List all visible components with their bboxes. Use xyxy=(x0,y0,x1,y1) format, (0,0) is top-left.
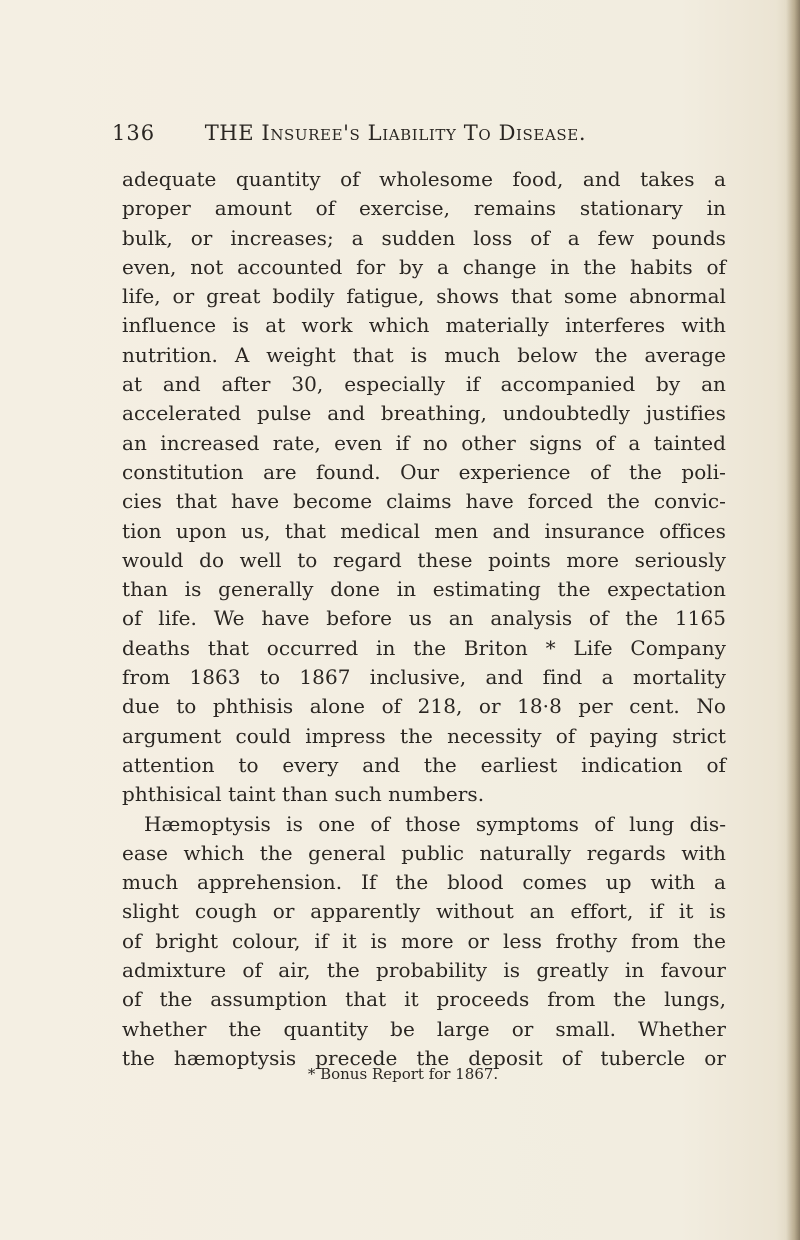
text-line: would do well to regard these points more seriously xyxy=(122,547,726,572)
text-line: bulk, or increases; a sudden loss of a few pounds xyxy=(122,225,726,250)
text-line: tion upon us, that medical men and insurance offices xyxy=(122,518,726,543)
page-number: 136 xyxy=(112,121,156,145)
paragraph-first-line: Hæmoptysis is one of those symptoms of lung dis- xyxy=(144,811,726,836)
text-line: ease which the general public naturally regards with xyxy=(122,840,726,865)
text-line: influence is at work which materially interferes with xyxy=(122,313,726,338)
text-line: whether the quantity be large or small. Whether xyxy=(122,1016,726,1041)
text-line: accelerated pulse and breathing, undoubtedly justifies xyxy=(122,401,726,426)
text-line: deaths that occurred in the Briton * Life Company xyxy=(122,635,726,660)
text-line: the hæmoptysis precede the deposit of tubercle or xyxy=(122,1045,726,1070)
text-line: attention to every and the earliest indication of xyxy=(122,752,726,777)
text-line: much apprehension. If the blood comes up with a xyxy=(122,870,726,895)
text-line: of the assumption that it proceeds from the lungs, xyxy=(122,987,726,1012)
body-text xyxy=(122,165,726,1073)
text-line: even, not accounted for by a change in the habits of xyxy=(122,254,726,279)
text-line: proper amount of exercise, remains stationary in xyxy=(122,196,726,221)
text-line: of life. We have before us an analysis of the 1165 xyxy=(122,606,726,631)
text-line: life, or great bodily fatigue, shows that some abnormal xyxy=(122,284,726,309)
text-line: slight cough or apparently without an effort, if it is xyxy=(122,899,726,924)
text-line: of bright colour, if it is more or less frothy from the xyxy=(122,928,726,953)
footnote: * Bonus Report for 1867. xyxy=(307,1065,499,1083)
text-line: argument could impress the necessity of paying strict xyxy=(122,723,726,748)
text-line: than is generally done in estimating the expectation xyxy=(122,577,726,602)
text-line: admixture of air, the probability is greatly in favour xyxy=(122,958,726,983)
text-line: due to phthisis alone of 218, or 18·8 per cent. No xyxy=(122,694,726,719)
text-line: nutrition. A weight that is much below the average xyxy=(122,342,726,367)
text-line: cies that have become claims have forced the convic- xyxy=(122,489,726,514)
page-edge-shadow xyxy=(786,0,800,1240)
text-line: from 1863 to 1867 inclusive, and find a mortality xyxy=(122,665,726,690)
running-head: THE Insuree's Liability To Disease. xyxy=(204,121,587,145)
text-line: adequate quantity of wholesome food, and takes a xyxy=(122,167,726,191)
page-header xyxy=(112,118,732,148)
paragraph-last-line: phthisical taint than such numbers. xyxy=(122,782,485,807)
text-line: an increased rate, even if no other signs of a tainted xyxy=(122,430,726,455)
text-line: constitution are found. Our experience of the poli- xyxy=(122,459,726,484)
text-line: at and after 30, especially if accompanied by an xyxy=(122,372,726,397)
